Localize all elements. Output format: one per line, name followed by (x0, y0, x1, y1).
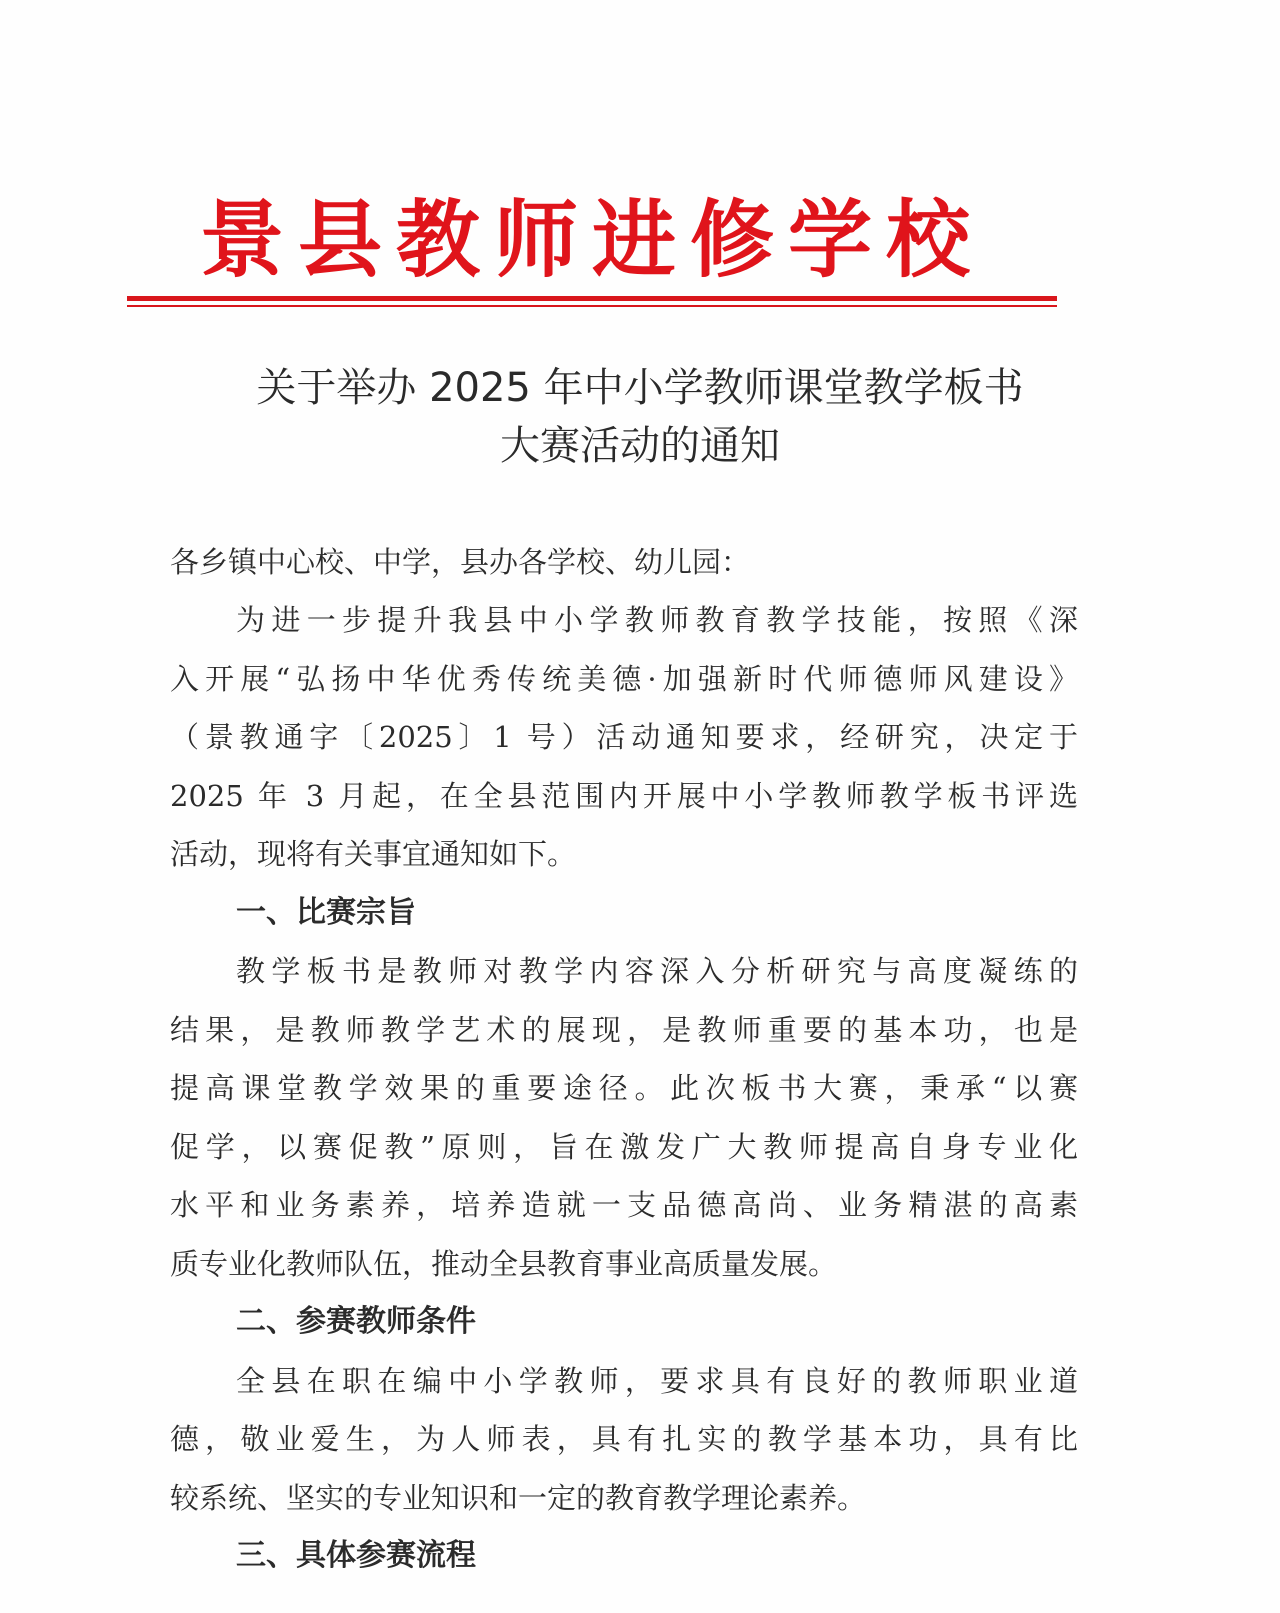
section-heading-process: 三、具体参赛流程 (236, 1538, 476, 1573)
section-line: 水平和业务素养，培养造就一支品德高尚、业务精湛的高素 (170, 1188, 1078, 1222)
section-line: 结果，是教师教学艺术的展现，是教师重要的基本功，也是 (170, 1013, 1078, 1047)
section-line: 提高课堂教学效果的重要途径。此次板书大赛，秉承“以赛 (170, 1071, 1078, 1105)
document-title-line-2: 大赛活动的通知 (500, 423, 780, 469)
section-heading-purpose: 一、比赛宗旨 (236, 895, 416, 930)
intro-line: 2025 年 3 月起，在全县范围内开展中小学教师教学板书评选 (170, 779, 1078, 813)
intro-line: （景教通字〔2025〕1 号）活动通知要求，经研究，决定于 (170, 720, 1078, 754)
salutation: 各乡镇中心校、中学，县办各学校、幼儿园： (170, 545, 751, 579)
intro-line: 为进一步提升我县中小学教师教育教学技能，按照《深 (236, 603, 1078, 637)
intro-line: 入开展“弘扬中华优秀传统美德·加强新时代师德师风建设》 (170, 662, 1078, 696)
letterhead-rule-thick (127, 296, 1057, 301)
letterhead-org-name: 景县教师进修学校 (199, 190, 984, 289)
document-title-line-1: 关于举办 2025 年中小学教师课堂教学板书 (256, 365, 1024, 411)
section-line: 较系统、坚实的专业知识和一定的教育教学理论素养。 (170, 1481, 867, 1515)
letterhead-rule-thin (127, 305, 1057, 307)
section-line: 质专业化教师队伍，推动全县教育事业高质量发展。 (170, 1247, 838, 1281)
section-line: 全县在职在编中小学教师，要求具有良好的教师职业道 (236, 1364, 1078, 1398)
section-line: 教学板书是教师对教学内容深入分析研究与高度凝练的 (236, 954, 1078, 988)
section-heading-eligibility: 二、参赛教师条件 (236, 1304, 476, 1339)
intro-line: 活动，现将有关事宜通知如下。 (170, 837, 577, 871)
section-line: 促学，以赛促教”原则，旨在激发广大教师提高自身专业化 (170, 1130, 1078, 1164)
section-line: 德，敬业爱生，为人师表，具有扎实的教学基本功，具有比 (170, 1422, 1078, 1456)
